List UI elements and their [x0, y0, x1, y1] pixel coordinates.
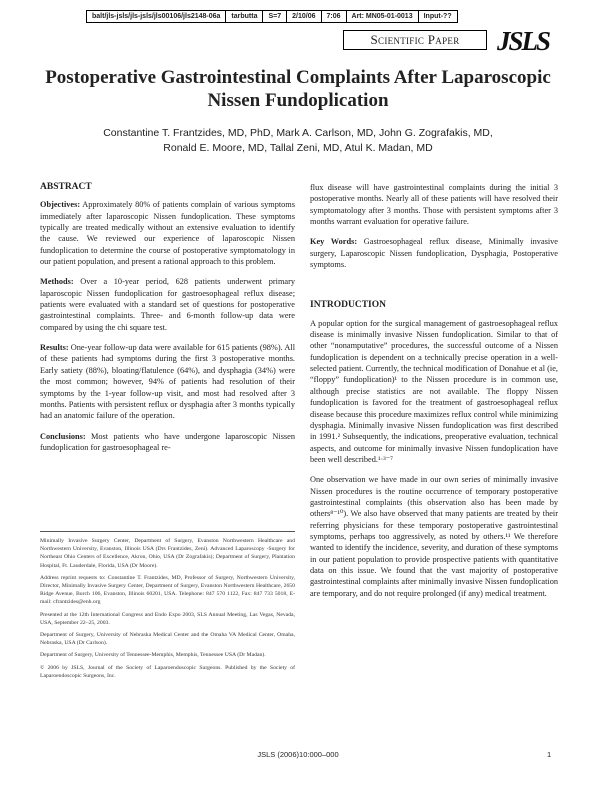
- keywords-label: Key Words:: [310, 237, 358, 247]
- keywords-text: Gastroesophageal reflux disease, Minimally invasive surgery, Laparoscopic Nissen fundoplication, Dysphagia, Postoperative symptoms.: [310, 237, 558, 270]
- footnote: Minimally Invasive Surgery Center, Department of Surgery, Evanston Northwestern Healthcare and Northwestern University, Evanston, Illinois USA (Drs Frantzides, Zeni). Advanced Laparoscopy -Surgery for Northeast Ohio Centers of Excellence, Akron, Ohio, USA (Dr Zografakis); Department of Surgery, Plantation Hospital, Ft. Lauderdale, Florida, USA (Dr Moore).: [40, 538, 295, 569]
- results-label: Results:: [40, 343, 69, 353]
- footnotes: [40, 537, 295, 684]
- author-line: Ronald E. Moore, MD, Tallal Zeni, MD, Atul K. Madan, MD: [163, 142, 433, 154]
- author-line: Constantine T. Frantzides, MD, PhD, Mark A. Carlson, MD, John G. Zografakis, MD,: [103, 127, 493, 139]
- right-column: [310, 182, 558, 608]
- footnote-divider: [40, 531, 295, 532]
- header-cell: tarbutta: [226, 11, 263, 22]
- methods-label: Methods:: [40, 277, 74, 287]
- footnote: Presented at the 12th International Congress and Endo Expo 2003, SLS Annual Meeting, Las Vegas, Nevada, USA, September 22–25, 2003.: [40, 611, 295, 626]
- introduction-heading: INTRODUCTION: [310, 300, 387, 311]
- introduction-paragraph: One observation we have made in our own series of minimally invasive Nissen procedures is the routine occurrence of temporary postoperative gastrointestinal complaints (this observation also has been made by others⁸⁻¹⁰). We also have observed that many patients are treated by their referring physicians for these temporary postoperative gastrointestinal symptoms, perhaps too aggressively, as noted by others.¹¹ We therefore wanted to identify the incidence, severity, and duration of these symptoms in our patient population to provide prospective patients with quantitative data on this issue. We found that the vast majority of postoperative gastrointestinal complaints after minimally invasive Nissen fundoplication are temporary, and do not require prolonged (if any) medical treatment.: [310, 475, 558, 598]
- abstract-results: [40, 342, 295, 421]
- header-cell: balt/jls-jsls/jls-jsls/jls00106/jls2148-06a: [86, 11, 226, 22]
- page-citation: JSLS (2006)10:000–000: [257, 750, 339, 759]
- keywords: [310, 236, 558, 270]
- abstract-objectives: [40, 199, 295, 267]
- paper-title: Postoperative Gastrointestinal Complaints After Laparoscopic Nissen Fundoplication: [45, 67, 551, 111]
- header-cell: S=7: [263, 11, 287, 22]
- footnote: Department of Surgery, University of Nebraska Medical Center and the Omaha VA Medical Center, Omaha, Nebraska, USA (Dr Carlson).: [40, 632, 295, 647]
- header-cell: Input-??: [419, 11, 458, 22]
- footnote: Address reprint requests to: Constantine T. Frantzides, MD, Professor of Surgery, Northwestern University, Director, Minimally Invasive Surgery Center, Department of Surgery, Evanston Northwestern Healthcare, 2650 Ridge Avenue, Burch 106, Evanston, Illinois 60201, USA. Telephone: 847 570 1122, Fax: 847 733 5018, E-mail: cfrantzides@enh.org: [40, 574, 295, 606]
- page-number: 1: [547, 750, 552, 759]
- section-label: Scientific Paper: [343, 30, 487, 50]
- abstract-heading: ABSTRACT: [40, 182, 92, 192]
- methods-text: Over a 10-year period, 628 patients underwent primary laparoscopic Nissen fundoplication for gastroesophageal reflux disease; patients were evaluated with a standard set of questions for postoperative gastrointestinal complaints. Three- and 6-month follow-up data were compared by using the chi square test.: [40, 277, 295, 332]
- conclusions-label: Conclusions:: [40, 431, 86, 441]
- author-list: [20, 126, 576, 156]
- abstract-methods: [40, 276, 295, 333]
- objectives-label: Objectives:: [40, 200, 81, 210]
- conclusions-text: Most patients who have undergone laparoscopic Nissen fundoplication for gastroesophageal re-: [40, 431, 295, 452]
- conclusions-continued: flux disease will have gastrointestinal complaints during the initial 3 postoperative months. Nearly all of these patients will have resolved their symptomatology after 3 months. Those with persistent symptoms after 3 months warrant evaluation for operative failure.: [310, 183, 558, 227]
- production-header: [86, 10, 458, 23]
- header-cell: 2/10/06: [287, 11, 321, 22]
- footnote: © 2006 by JSLS, Journal of the Society of Laparoendoscopic Surgeons. Published by the Society of Laparoendoscopic Surgeons, Inc.: [40, 664, 295, 679]
- header-cell: 7:06: [322, 11, 347, 22]
- introduction-paragraph: A popular option for the surgical management of gastroesophageal reflux disease is minimally invasive Nissen fundoplication. Similar to that of other “nonamputative” procedures, the successful outcome of a Nissen fundoplication is dependent on a technically precise operation in a well-selected patient. Currently, the technical modification of Donahue et al (ie, “floppy” fundoplication)¹ to the Nissen procedure is in common use, although precise statistics are not available. The floppy Nissen fundoplication is favored for the treatment of gastroesophageal reflux disease because this procedure maximizes reflux control while minimizing dysphagia. Minimally invasive Nissen fundoplication was first described in 1991.² Subsequently, the indications, preoperative evaluation, technical aspects, and outcome for minimally invasive Nissen fundoplication have been well described.¹·³⁻⁷: [310, 318, 558, 464]
- header-cell: Art: MN05-01-0013: [347, 11, 419, 22]
- results-text: One-year follow-up data were available for 615 patients (98%). All of these patients had symptoms during the first 3 postoperative months. Early satiety (88%), bloating/flatulence (64%), and dysphagia (34%) were the most common; however, 94% of patients had resolution of their symptoms by the 1-year follow-up visit, and most had resolved after 3 months. Patients with persistent reflux or dysphagia after 3 months typically had an anatomic failure of the operation.: [40, 343, 296, 421]
- objectives-text: Approximately 80% of patients complain of various symptoms immediately after laparoscopic Nissen fundoplication. These symptoms typically are treated medically without an extensive evaluation to identify the cause. We reviewed our experience of laparoscopic Nissen fundoplication to determine the course of postoperative symptomatology in our patient population, and present a rational approach to this problem.: [40, 200, 295, 267]
- left-column: [40, 182, 295, 462]
- footnote: Department of Surgery, University of Tennessee-Memphis, Memphis, Tennessee USA (Dr Madan).: [40, 652, 266, 659]
- abstract-conclusions: [40, 431, 295, 454]
- journal-logo: JSLS: [497, 26, 550, 56]
